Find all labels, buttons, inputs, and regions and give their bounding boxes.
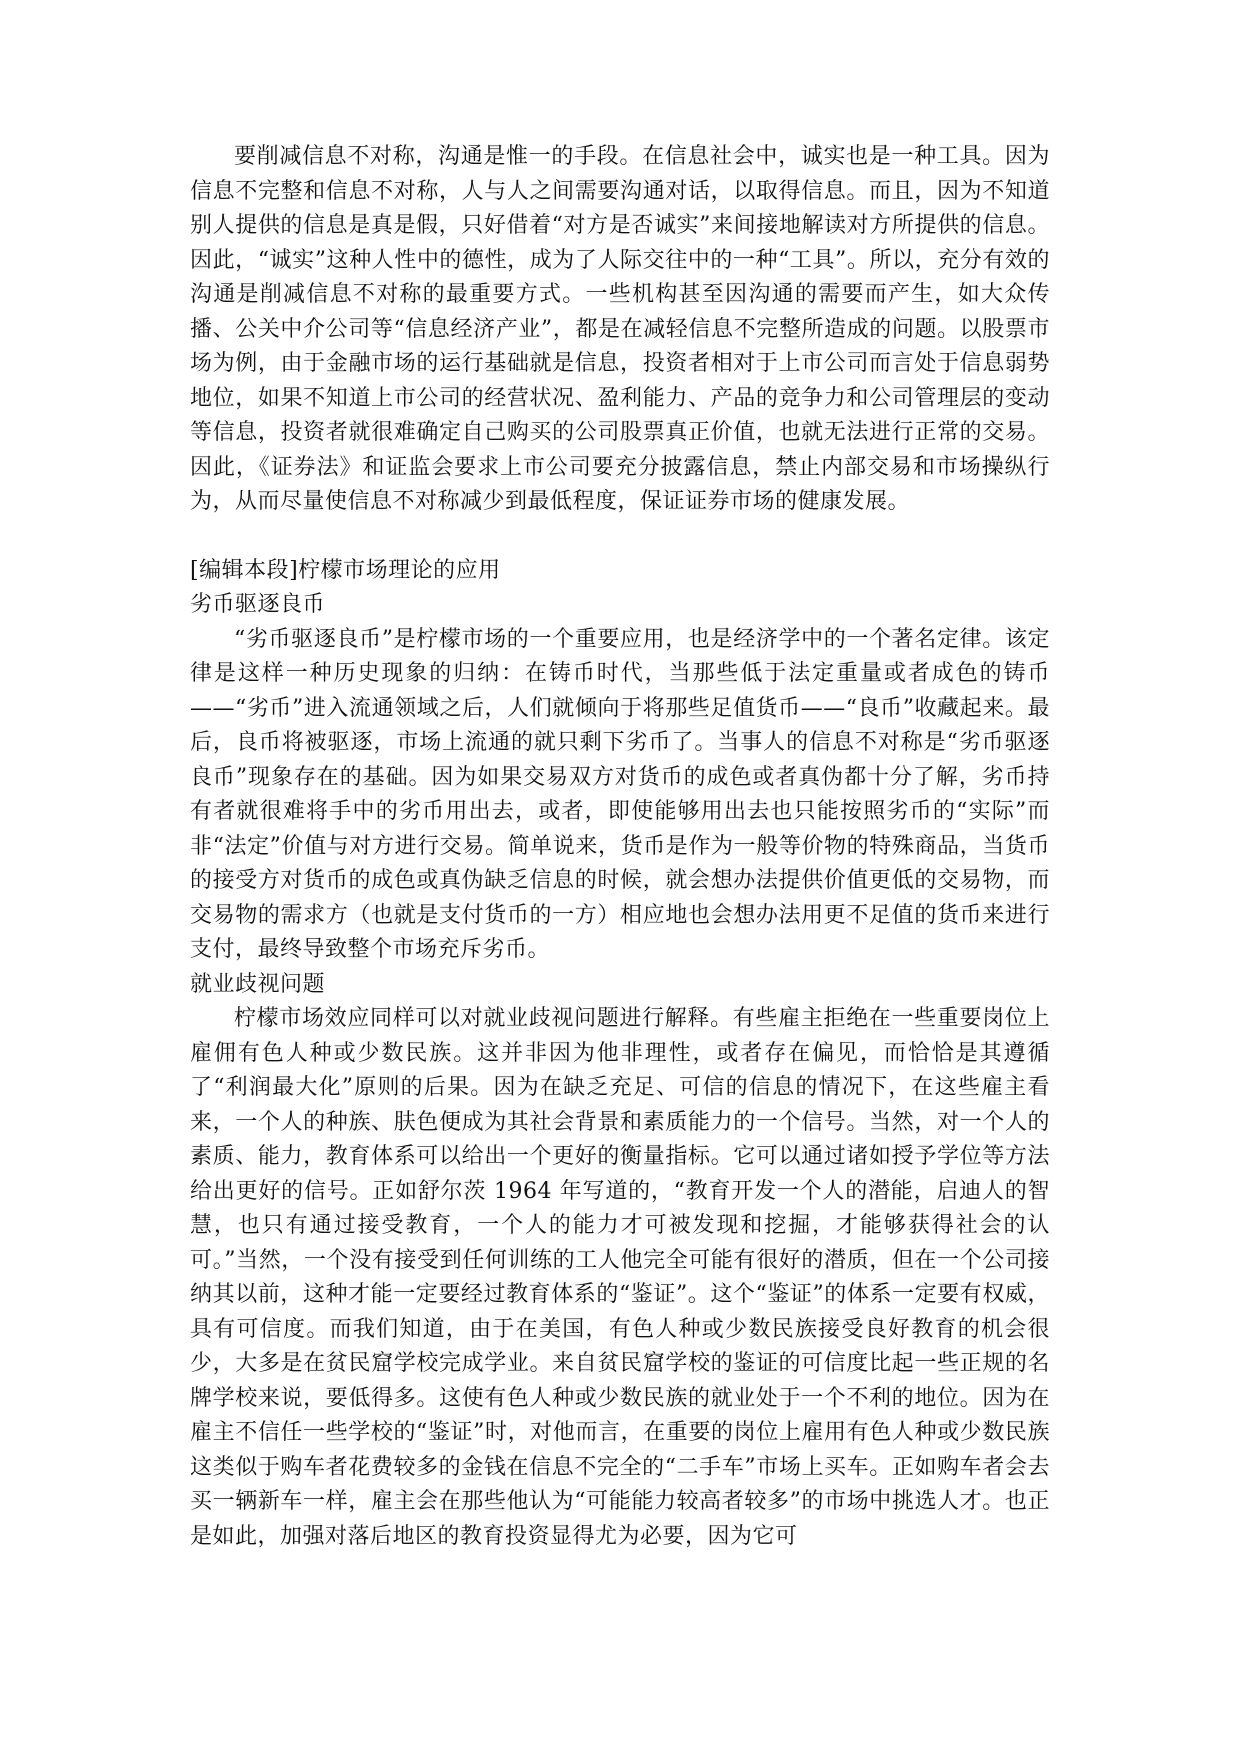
document-page — [190, 140, 1050, 1554]
paragraph-bad-money: “劣币驱逐良币”是柠檬市场的一个重要应用，也是经济学中的一个著名定律。该定律是这样一种历史现象的归纳：在铸币时代，当那些低于法定重量或者成色的铸币——“劣币”进入流通领域之后，人们就倾向于将那些足值货币——“良币”收藏起来。最后，良币将被驱逐，市场上流通的就只剩下劣币了。当事人的信息不对称是“劣币驱逐良币”现象存在的基础。因为如果交易双方对货币的成色或者真伪都十分了解，劣币持有者就很难将手中的劣币用出去，或者，即使能够用出去也只能按照劣币的“实际”而非“法定”价值与对方进行交易。简单说来，货币是作为一般等价物的特殊商品，当货币的接受方对货币的成色或真伪缺乏信息的时候，就会想办法提供价值更低的交易物，而交易物的需求方（也就是支付货币的一方）相应地也会想办法用更不足值的货币来进行支付，最终导致整个市场充斥劣币。 — [190, 626, 1050, 962]
section-heading: [编辑本段]柠檬市场理论的应用 — [190, 557, 501, 583]
paragraph-spacer — [190, 520, 1050, 554]
subheading-employment-discrimination: 就业歧视问题 — [190, 971, 326, 997]
paragraph-employment-discrimination: 柠檬市场效应同样可以对就业歧视问题进行解释。有些雇主拒绝在一些重要岗位上雇佣有色人种或少数民族。这并非因为他非理性，或者存在偏见，而恰恰是其遵循了“利润最大化”原则的后果。因为在缺乏充足、可信的信息的情况下，在这些雇主看来，一个人的种族、肤色便成为其社会背景和素质能力的一个信号。当然，对一个人的素质、能力，教育体系可以给出一个更好的衡量指标。它可以通过诸如授予学位等方法给出更好的信号。正如舒尔茨 1964 年写道的，“教育开发一个人的潜能，启迪人的智慧，也只有通过接受教育，一个人的能力才可被发现和挖掘，才能够获得社会的认可。”当然，一个没有接受到任何训练的工人他完全可能有很好的潜质，但在一个公司接纳其以前，这种才能一定要经过教育体系的“鉴证”。这个“鉴证”的体系一定要有权威，具有可信度。而我们知道，由于在美国，有色人种或少数民族接受良好教育的机会很少，大多是在贫民窟学校完成学业。来自贫民窟学校的鉴证的可信度比起一些正规的名牌学校来说，要低得多。这使有色人种或少数民族的就业处于一个不利的地位。因为在雇主不信任一些学校的“鉴证”时，对他而言，在重要的岗位上雇用有色人种或少数民族这类似于购车者花费较多的金钱在信息不完全的“二手车”市场上买车。正如购车者会去买一辆新车一样，雇主会在那些他认为“可能能力较高者较多”的市场中挑选人才。也正是如此，加强对落后地区的教育投资显得尤为必要，因为它可 — [190, 1006, 1050, 1549]
subheading-bad-money: 劣币驱逐良币 — [190, 592, 326, 617]
paragraph-communication: 要削减信息不对称，沟通是惟一的手段。在信息社会中，诚实也是一种工具。因为信息不完整和信息不对称，人与人之间需要沟通对话，以取得信息。而且，因为不知道别人提供的信息是真是假，只好借着“对方是否诚实”来间接地解读对方所提供的信息。因此，“诚实”这种人性中的德性，成为了人际交往中的一种“工具”。所以，充分有效的沟通是削减信息不对称的最重要方式。一些机构甚至因沟通的需要而产生，如大众传播、公关中介公司等“信息经济产业”，都是在减轻信息不完整所造成的问题。以股票市场为例，由于金融市场的运行基础就是信息，投资者相对于上市公司而言处于信息弱势地位，如果不知道上市公司的经营状况、盈利能力、产品的竞争力和公司管理层的变动等信息，投资者就很难确定自己购买的公司股票真正价值，也就无法进行正常的交易。因此，《证券法》和证监会要求上市公司要充分披露信息，禁止内部交易和市场操纵行为，从而尽量使信息不对称减少到最低程度，保证证券市场的健康发展。 — [190, 144, 1050, 514]
